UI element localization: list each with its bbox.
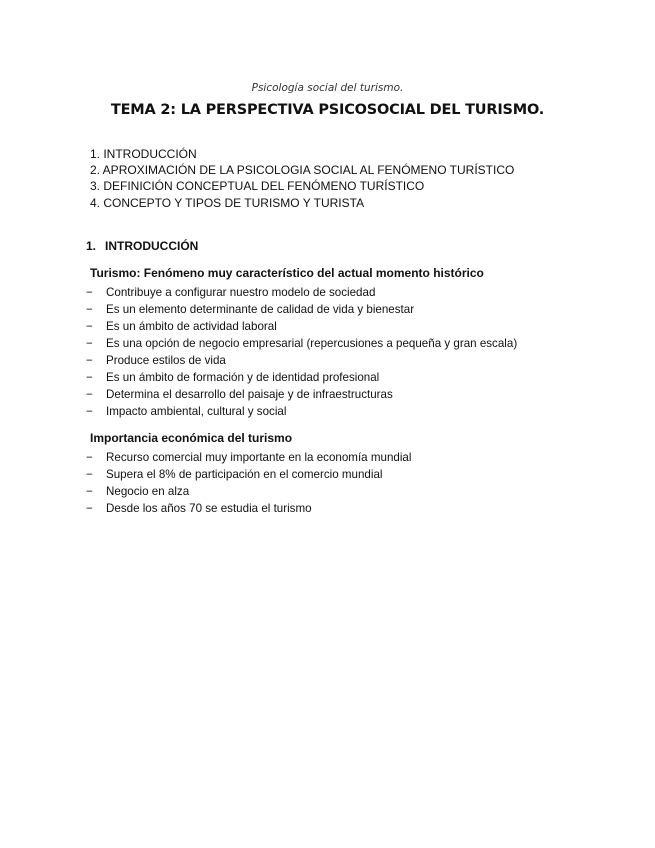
dash-bullet: − (86, 485, 93, 498)
list-item: − Es un ámbito de formación y de identidad profesional (86, 371, 380, 384)
toc-item: 1. INTRODUCCIÓN (90, 147, 197, 161)
list-item: − Es un ámbito de actividad laboral (86, 320, 277, 333)
section-heading (86, 239, 198, 253)
dash-bullet: − (86, 405, 93, 418)
section-number: 1. (86, 239, 97, 253)
dash-bullet: − (86, 371, 93, 384)
list-item: − Es una opción de negocio empresarial (repercusiones a pequeña y gran escala) (86, 337, 518, 350)
list-item: − Recurso comercial muy importante en la economía mundial (86, 451, 412, 464)
dash-bullet: − (86, 354, 93, 367)
dash-bullet: − (86, 388, 93, 401)
list-item: − Determina el desarrollo del paisaje y de infraestructuras (86, 388, 393, 401)
dash-bullet: − (86, 303, 93, 316)
group-heading-turismo: Turismo: Fenómeno muy característico del actual momento histórico (90, 266, 484, 280)
list-item: − Es un elemento determinante de calidad de vida y bienestar (86, 303, 415, 316)
list-item: − Supera el 8% de participación en el comercio mundial (86, 468, 383, 481)
section-title: INTRODUCCIÓN (105, 239, 199, 253)
table-of-contents (90, 146, 514, 211)
group-heading-importancia: Importancia económica del turismo (90, 431, 293, 445)
list-item: − Produce estilos de vida (86, 354, 226, 367)
dash-bullet: − (86, 320, 93, 333)
list-item: − Contribuye a configurar nuestro modelo de sociedad (86, 286, 376, 299)
list-item: − Negocio en alza (86, 485, 190, 498)
dash-bullet: − (86, 468, 93, 481)
dash-bullet: − (86, 451, 93, 464)
bullet-list-importancia (86, 449, 411, 517)
dash-bullet: − (86, 337, 93, 350)
toc-item: 4. CONCEPTO Y TIPOS DE TURISMO Y TURISTA (90, 195, 365, 210)
document-title: TEMA 2: LA PERSPECTIVA PSICOSOCIAL DEL TURISMO. (110, 102, 545, 118)
list-item: − Desde los años 70 se estudia el turismo (86, 502, 312, 515)
list-item: − Impacto ambiental, cultural y social (86, 405, 287, 418)
toc-item: 2. APROXIMACIÓN DE LA PSICOLOGIA SOCIAL AL FENÓMENO TURÍSTICO (90, 163, 515, 178)
bullet-list-turismo (86, 284, 517, 420)
dash-bullet: − (86, 286, 93, 299)
toc-item: 3. DEFINICIÓN CONCEPTUAL DEL FENÓMENO TURÍSTICO (90, 179, 425, 194)
dash-bullet: − (86, 502, 93, 515)
document-subtitle: Psicología social del turismo. (251, 82, 404, 94)
